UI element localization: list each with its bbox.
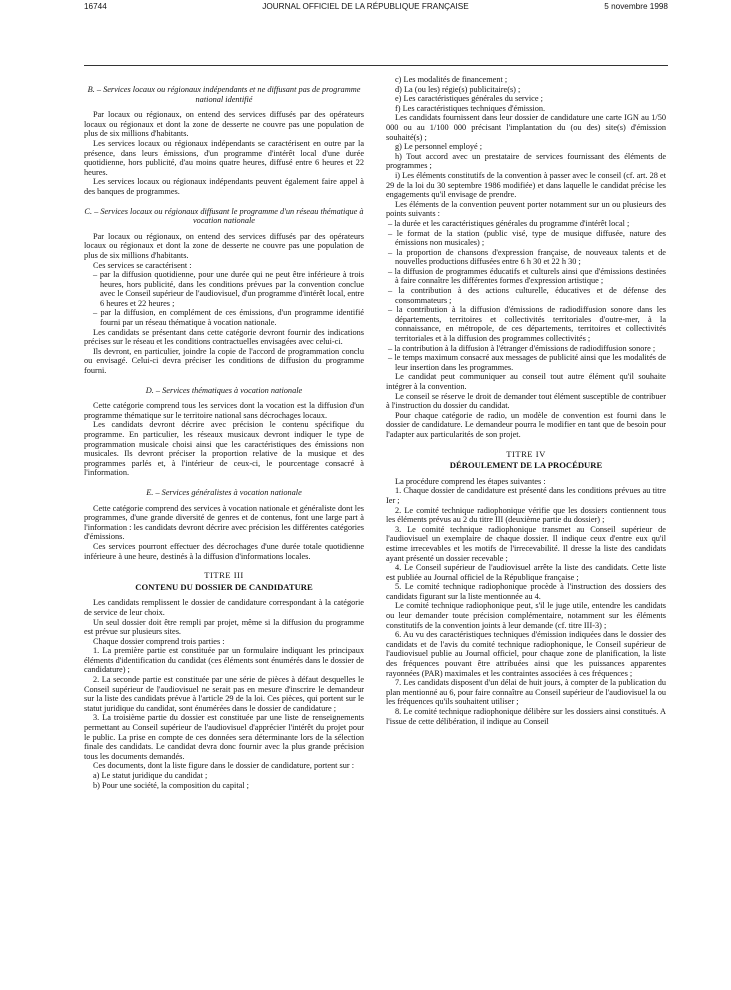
paragraph: Les services locaux ou régionaux indépendants peuvent également faire appel à des banques de programmes. bbox=[84, 177, 364, 196]
paragraph: Ces services se caractérisent : bbox=[93, 260, 192, 270]
list-item: – la contribution à la diffusion d'émissions de radiodiffusion sonore dans les départements, territoires et collectivités territoriales d'outre-mer, à la connaissance, en métropole, de ces départements, territoires et collectivités territoriales et à la diffusion des programmes collectivités ; bbox=[388, 305, 666, 344]
paragraph: Par locaux ou régionaux, on entend des services diffusés par des opérateurs locaux ou régionaux et dont la zone de desserte ne couvre pas une population de plus de six millions d'habitants. bbox=[84, 110, 364, 139]
paragraph: 1. La première partie est constituée par un formulaire indiquant les principaux éléments d'identification du candidat (ces éléments sont énumérés dans le dossier de candidature) ; bbox=[84, 646, 364, 675]
paragraph: Le comité technique radiophonique peut, s'il le juge utile, entendre les candidats ou leur demander toute précision complémentaire, notamment sur les éléments constitutifs de la convention joints à leur demande (cf. titre III-3) ; bbox=[386, 601, 666, 630]
paragraph: 3. Le comité technique radiophonique transmet au Conseil supérieur de l'audiovisuel un exemplaire de chaque dossier. Il indique ceux d'entre eux qu'il estime irrecevables et les motifs de l'irrecevabilité. Il dresse la liste des candidats ayant présenté un dossier recevable ; bbox=[386, 524, 666, 563]
section-heading: D. – Services thématiques à vocation nationale bbox=[145, 385, 303, 395]
paragraph: Cette catégorie comprend tous les services dont la vocation est la diffusion d'un programme thématique sur le territoire national sans décrochages locaux. bbox=[84, 401, 364, 420]
section-heading: B. – Services locaux ou régionaux indépendants et ne diffusant pas de programme national identifié bbox=[87, 85, 361, 104]
paragraph: 7. Les candidats disposent d'un délai de huit jours, à compter de la publication du plan mentionné au 6, pour faire connaître au Conseil supérieur de l'audiovisuel la ou les fréquences qu'ils souhaitent utiliser ; bbox=[386, 678, 666, 707]
paragraph: Les candidats fournissent dans leur dossier de candidature une carte IGN au 1/50 000 ou au 1/100 000 précisant l'implantation du (ou des) site(s) d'émission souhaité(s) ; bbox=[386, 113, 666, 142]
paragraph: g) Le personnel employé ; bbox=[395, 142, 483, 152]
paragraph: Ces documents, dont la liste figure dans le dossier de candidature, portent sur : bbox=[93, 761, 355, 771]
paragraph: Les candidats remplissent le dossier de candidature correspondant à la catégorie de service de leur choix. bbox=[84, 598, 364, 617]
paragraph: Le candidat peut communiquer au conseil tout autre élément qu'il souhaite intégrer à la convention. bbox=[386, 372, 666, 391]
paragraph: Pour chaque catégorie de radio, un modèle de convention est fourni dans le dossier de candidature. Le demandeur pourra le modifier en tant que de besoin pour l'adapter aux particularités de son projet. bbox=[386, 410, 666, 439]
paragraph: b) Pour une société, la composition du capital ; bbox=[93, 780, 249, 790]
paragraph: Le conseil se réserve le droit de demander tout élément susceptible de contribuer à l'instruction du dossier du candidat. bbox=[386, 391, 666, 411]
paragraph: Ils devront, en particulier, joindre la copie de l'accord de programmation conclu ou envisagé. Celui-ci devra préciser les conditions de diffusion du programme fourni. bbox=[84, 346, 364, 376]
paragraph: f) Les caractéristiques techniques d'émission. bbox=[395, 103, 546, 113]
list-item: – par la diffusion, en complément de ces émissions, d'un programme identifié fourni par un réseau thématique à vocation nationale. bbox=[93, 308, 364, 328]
left-column bbox=[84, 75, 364, 790]
title-heading: TITRE IV bbox=[506, 448, 546, 459]
list-item: – la diffusion de programmes éducatifs et culturels ainsi que d'émissions destinées à faire connaître les différentes formes d'expression artistique ; bbox=[388, 266, 666, 286]
paragraph: Cette catégorie comprend des services à vocation nationale et généraliste dont les programmes, d'une grande diversité de genres et de contenus, font une large part à l'information : les candidats devront décrire avec précision les différentes catégories d'émissions. bbox=[84, 503, 364, 542]
paragraph: Un seul dossier doit être rempli par projet, même si la diffusion du programme est prévue sur plusieurs sites. bbox=[84, 617, 364, 637]
paragraph: 1. Chaque dossier de candidature est présenté dans les conditions prévues au titre Ier ; bbox=[386, 486, 666, 505]
paragraph: 8. Le comité technique radiophonique délibère sur les dossiers ainsi constitués. A l'issue de cette délibération, il indique au Conseil bbox=[386, 707, 666, 726]
paragraph: 3. La troisième partie du dossier est constituée par une liste de renseignements permettant au Conseil supérieur de l'audiovisuel d'apprécier l'intérêt du projet pour le public. La prise en compte de ces données sera déterminante lors de la sélection finale des candidats. Le candidat devra donc fournir avec la plus grande précision tous les documents demandés. bbox=[84, 713, 364, 761]
paragraph: 2. Le comité technique radiophonique vérifie que les dossiers contiennent tous les éléments prévus au 2 du titre III (deuxième partie du dossier) ; bbox=[386, 505, 666, 525]
list-item: – le temps maximum consacré aux messages de publicité ainsi que les modalités de leur insertion dans les programmes. bbox=[388, 353, 666, 372]
header-rule bbox=[84, 65, 668, 66]
paragraph: d) La (ou les) régie(s) publicitaire(s) ; bbox=[395, 84, 521, 94]
publication-date: 5 novembre 1998 bbox=[604, 2, 668, 11]
list-item: – la contribution à la diffusion à l'étranger d'émissions de radiodiffusion sonore ; bbox=[388, 343, 656, 353]
page-header bbox=[0, 0, 731, 20]
section-heading: E. – Services généralistes à vocation nationale bbox=[146, 487, 302, 497]
paragraph: 4. Le Conseil supérieur de l'audiovisuel arrête la liste des candidats. Cette liste est publiée au Journal officiel de la République française ; bbox=[386, 563, 666, 582]
paragraph: 5. Le comité technique radiophonique procède à l'instruction des dossiers des candidats figurant sur la liste mentionnée au 4. bbox=[386, 582, 666, 601]
title-heading: CONTENU DU DOSSIER DE CANDIDATURE bbox=[135, 581, 313, 592]
paragraph: i) Les éléments constitutifs de la convention à passer avec le conseil (cf. art. 28 et 29 de la loi du 30 septembre 1986 modifiée) et dans laquelle le candidat précise les engagements qu'il envisage de prendre. bbox=[386, 170, 666, 200]
list-item: – la proportion de chansons d'expression française, de nouveaux talents et de nouvelles productions diffusées entre 6 h 30 et 22 h 30 ; bbox=[388, 247, 666, 267]
paragraph: Par locaux ou régionaux, on entend des services diffusés par des opérateurs locaux ou régionaux et dont la zone de desserte ne couvre pas une population de plus de six millions d'habitants. bbox=[84, 231, 364, 260]
paragraph: a) Le statut juridique du candidat ; bbox=[93, 771, 208, 780]
list-item: – par la diffusion quotidienne, pour une durée qui ne peut être inférieure à trois heures, hors publicité, dans les conditions prévues par la convention conclue avec le Conseil supérieur de l'audiovisuel, d'un programme d'intérêt local, entre 6 heures et 22 heures ; bbox=[93, 270, 364, 308]
list-item: – le format de la station (public visé, type de musique diffusée, nature des émissions non musicales) ; bbox=[388, 228, 666, 248]
paragraph: Les éléments de la convention peuvent porter notamment sur un ou plusieurs des points suivants : bbox=[386, 199, 666, 219]
paragraph: Ces services pourront effectuer des décrochages d'une durée totale quotidienne inférieure à une heure, destinés à la diffusion d'informations locales. bbox=[84, 541, 364, 561]
list-item: – la durée et les caractéristiques générales du programme d'intérêt local ; bbox=[388, 218, 630, 228]
paragraph: e) Les caractéristiques générales du service ; bbox=[395, 94, 543, 104]
journal-title: JOURNAL OFFICIEL DE LA RÉPUBLIQUE FRANÇAISE bbox=[262, 2, 469, 11]
paragraph: Les candidats devront décrire avec précision le contenu spécifique du programme. En particulier, les réseaux musicaux devront indiquer le type de programmation musicale choisi ainsi que les caractéristiques des émissions non musicales. Ils devront préciser la proportion relative de la musique et des programmes parlés et, à l'intérieur de ceux-ci, le pourcentage consacré à l'information. bbox=[84, 420, 364, 478]
paragraph: c) Les modalités de financement ; bbox=[395, 75, 508, 84]
list-item: – la contribution à des actions culturelle, éducatives et de défense des consommateurs ; bbox=[388, 286, 666, 305]
paragraph: Chaque dossier comprend trois parties : bbox=[93, 636, 225, 646]
title-heading: DÉROULEMENT DE LA PROCÉDURE bbox=[449, 460, 603, 471]
paragraph: 2. La seconde partie est constituée par une série de pièces à défaut desquelles le Conseil supérieur de l'audiovisuel ne serait pas en mesure d'inscrire le demandeur sur la liste des candidats prévue à l'article 29 de la loi. Ces pièces, qui portent sur le statut juridique du candidat, sont énumérées dans le dossier de candidature ; bbox=[84, 675, 364, 713]
right-column bbox=[386, 75, 666, 726]
title-heading: TITRE III bbox=[204, 570, 244, 581]
paragraph: La procédure comprend les étapes suivantes : bbox=[395, 476, 546, 486]
paragraph: h) Tout accord avec un prestataire de services fournissant des éléments de programmes ; bbox=[386, 151, 666, 171]
paragraph: Les candidats se présentant dans cette catégorie devront fournir des indications précises sur le réseau et les conditions contractuelles envisagées avec celui-ci. bbox=[84, 327, 364, 347]
paragraph: Les services locaux ou régionaux indépendants se caractérisent en outre par la présence, dans leurs émissions, d'un programme d'intérêt local d'une durée quotidienne, hors publicité, d'au moins quatre heures, diffusé entre 6 heures et 22 heures. bbox=[84, 138, 364, 177]
paragraph: 6. Au vu des caractéristiques techniques d'émission indiquées dans le dossier des candidats et de l'avis du comité technique radiophonique, le Conseil supérieur de l'audiovisuel publie au Journal officiel, pour chaque zone de planification, la liste des fréquences pouvant être attribuées ainsi que les puissances apparentes rayonnées (PAR) maximales et les contraintes associées à ces fréquences ; bbox=[386, 630, 666, 678]
page-number: 16744 bbox=[84, 2, 107, 11]
section-heading: C. – Services locaux ou régionaux diffusant le programme d'un réseau thématique à vocation nationale bbox=[84, 206, 364, 226]
